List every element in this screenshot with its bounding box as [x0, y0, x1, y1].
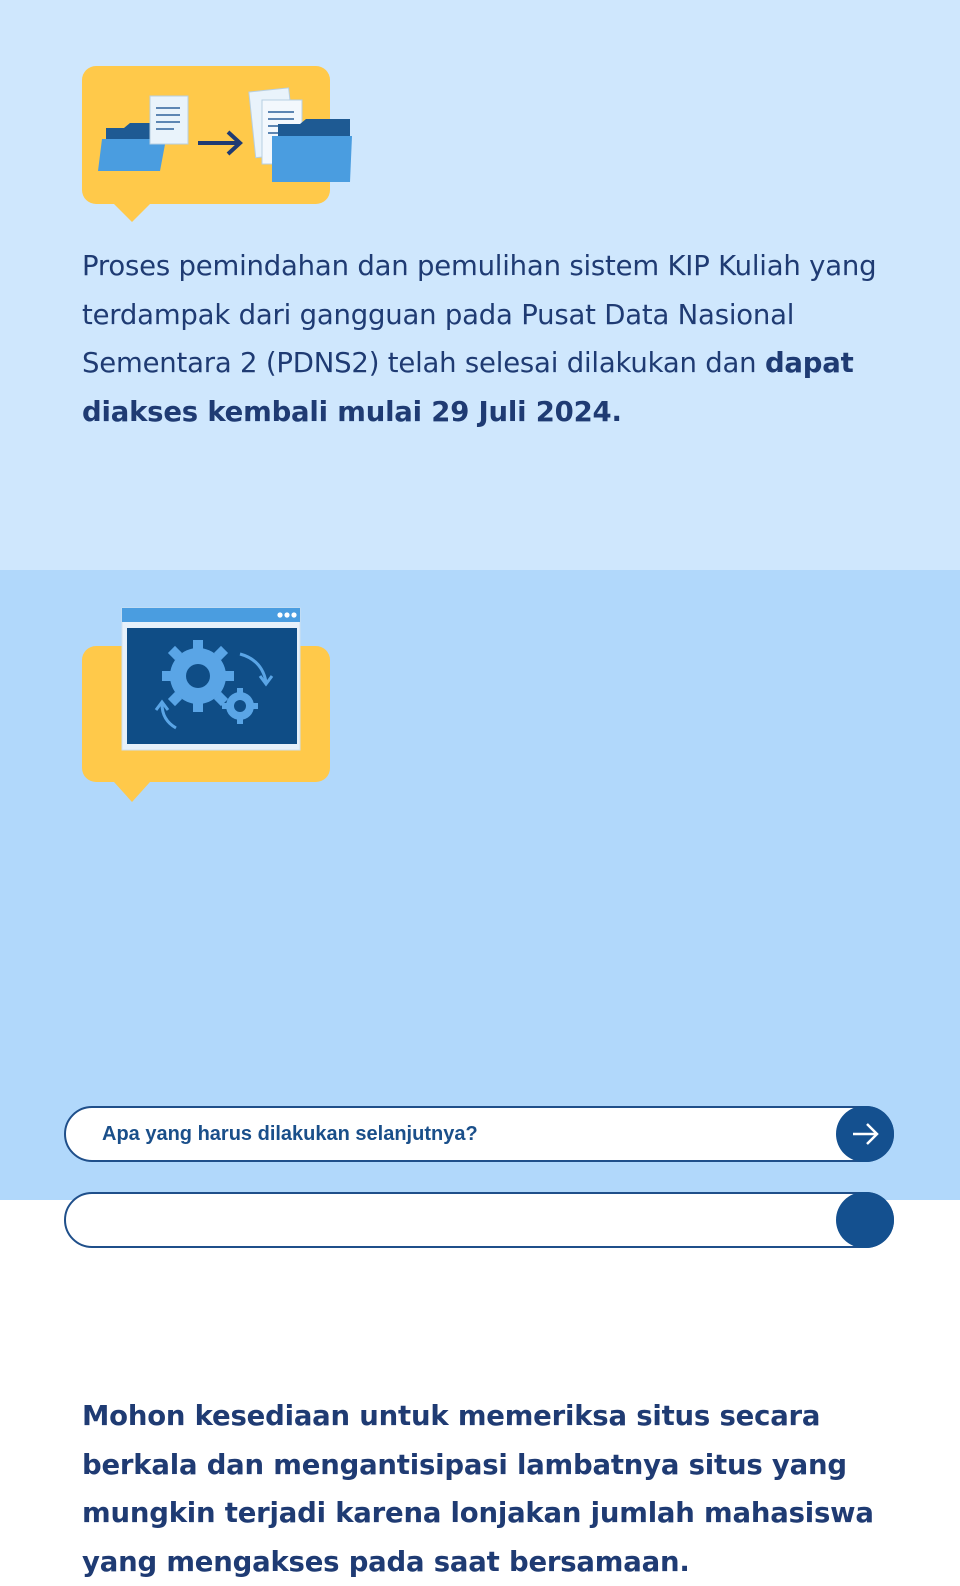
system-settings-illustration	[80, 606, 340, 806]
expand-button[interactable]	[836, 1192, 894, 1248]
access-advice-text: Mohon kesediaan untuk memeriksa situs secara berkala dan mengantisipasi lambatnya situs yang mungkin terjadi karena lonjakan jumlah mahasiswa yang mengakses pada saat bersamaan.	[82, 1400, 874, 1578]
section-data-migration	[0, 0, 960, 570]
file-transfer-illustration	[80, 66, 360, 226]
arrow-right-icon	[836, 1106, 894, 1162]
gear-icon	[162, 640, 234, 712]
access-date-highlight: dapat diakses kembali mulai 29 Juli 2024.	[82, 347, 854, 428]
migration-notice-text: Proses pemindahan dan pemulihan sistem KIP Kuliah yang terdampak dari gangguan pada Pusat Data Nasional Sementara 2 (PDNS2) telah selesai dilakukan dan dapat diakses kembali mulai 29 Juli 2024.	[82, 250, 877, 428]
document-icon	[150, 96, 188, 144]
expand-button[interactable]	[836, 1106, 894, 1162]
faq-item-second[interactable]	[64, 1192, 894, 1248]
faq-item-next-steps[interactable]	[64, 1106, 894, 1162]
folder-icon	[272, 119, 352, 182]
faq-question: Apa yang harus dilakukan selanjutnya?	[102, 1123, 478, 1145]
